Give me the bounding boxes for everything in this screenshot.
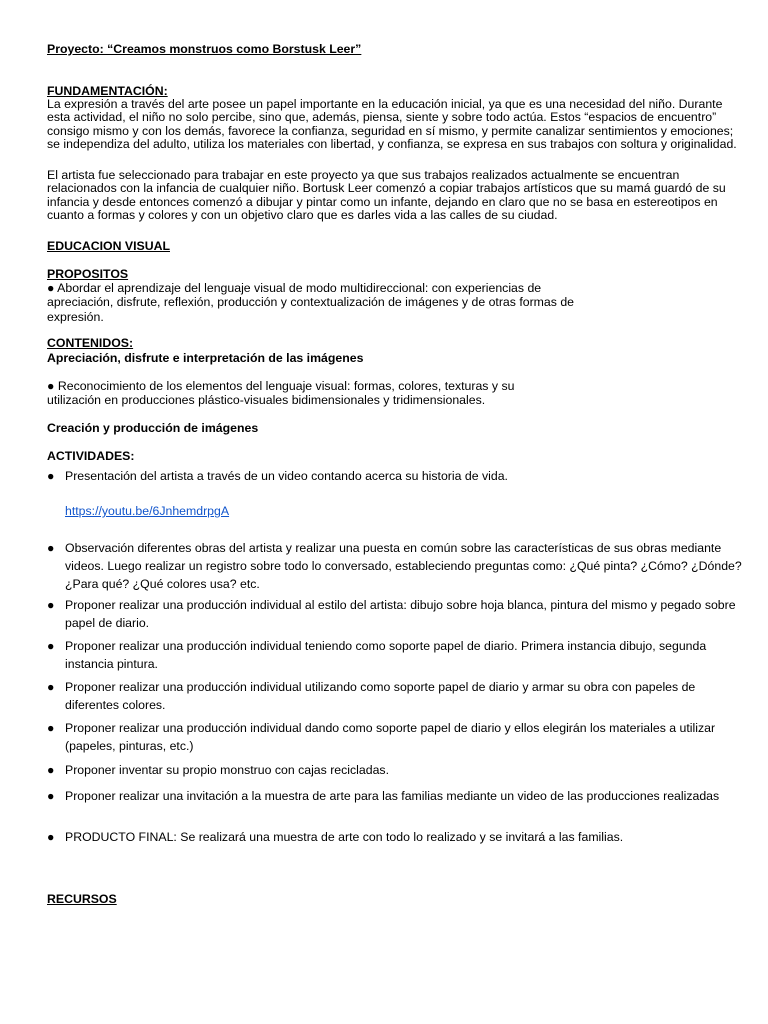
contenidos-item: ● Reconocimiento de los elementos del lenguaje visual: formas, colores, texturas y su utilización en producciones plástico-visuales bidimensionales y tridimensionales. <box>47 379 515 408</box>
activity-item <box>47 637 747 673</box>
contenidos-subheading-creacion: Creación y producción de imágenes <box>47 421 259 435</box>
activity-item <box>47 678 747 714</box>
propositos-item: ● Abordar el aprendizaje del lenguaje visual de modo multidireccional: con experiencias de apreciación, disfrute, reflexión, producción y contextualización de imágenes y de otras formas de expresión. <box>47 281 575 324</box>
activity-item <box>47 787 747 805</box>
bullet-icon: ● <box>47 789 55 803</box>
bullet-icon: ● <box>47 469 55 483</box>
activity-text: Proponer realizar una producción individual dando como soporte papel de diario y ellos elegirán los materiales a utilizar (papeles, pinturas, etc.) <box>65 721 716 753</box>
activity-item <box>47 828 747 846</box>
contenidos-heading: CONTENIDOS: <box>47 336 134 350</box>
bullet-icon: ● <box>47 541 55 555</box>
activity-text: PRODUCTO FINAL: Se realizará una muestra de arte con todo lo realizado y se invitará a las familias. <box>65 830 624 844</box>
activity-item <box>47 467 747 485</box>
activity-item <box>47 596 747 632</box>
fundamentacion-paragraph-2: El artista fue seleccionado para trabajar en este proyecto ya que sus trabajos realizados actualmente se encuentran relacionados con la infancia de cualquier niño. Bortusk Leer comenzó a copiar trabajos artísticos que su mamá guardó de su infancia y desde entonces comenzó a dibujar y pintar como un infante, dejando en claro que no se basa en estereotipos en cuanto a formas y colores y con un objetivo claro que es darles vida a las calles de su ciudad. <box>47 168 726 223</box>
project-title: Proyecto: “Creamos monstruos como Borstusk Leer” <box>47 42 362 56</box>
video-link-row <box>47 502 747 520</box>
recursos-heading: RECURSOS <box>47 892 117 906</box>
propositos-heading: PROPOSITOS <box>47 267 129 281</box>
activity-item <box>47 719 747 755</box>
activity-text: Proponer inventar su propio monstruo con cajas recicladas. <box>65 763 389 777</box>
activity-text: Proponer realizar una producción individual utilizando como soporte papel de diario y armar su obra con papeles de diferentes colores. <box>65 680 696 712</box>
fundamentacion-paragraph-1: La expresión a través del arte posee un papel importante en la educación inicial, ya que es una necesidad del niño. Durante esta actividad, el niño no solo percibe, sino que, además, piensa, siente y sobre todo actúa. Estos “espacios de encuentro” consigo mismo y con los demás, favorece la confianza, seguridad en sí mismo, y permite canalizar sentimientos y emociones; se independiza del adulto, utiliza los materiales con libertad, y confianza, se expresa en sus trabajos con soltura y originalidad. <box>47 97 737 152</box>
activity-item <box>47 761 747 779</box>
activity-text: Proponer realizar una producción individual al estilo del artista: dibujo sobre hoja blanca, pintura del mismo y pegado sobre papel de diario. <box>65 598 736 630</box>
bullet-icon: ● <box>47 639 55 653</box>
bullet-icon: ● <box>47 598 55 612</box>
contenidos-subheading-apreciacion: Apreciación, disfrute e interpretación de las imágenes <box>47 351 364 365</box>
activity-text: Proponer realizar una producción individual teniendo como soporte papel de diario. Primera instancia dibujo, segunda instancia pintura. <box>65 639 707 671</box>
bullet-icon: ● <box>47 680 55 694</box>
bullet-icon: ● <box>47 830 55 844</box>
activity-text: Observación diferentes obras del artista y realizar una puesta en común sobre las características de sus obras mediante videos. Luego realizar un registro sobre todo lo conversado, estableciendo preguntas como: ¿Qué pinta? ¿Cómo? ¿Dónde? ¿Para qué? ¿Qué colores usa? etc. <box>65 541 742 591</box>
video-link[interactable]: https://youtu.be/6JnhemdrpgA <box>65 504 230 518</box>
activity-text: Proponer realizar una invitación a la muestra de arte para las familias mediante un video de las producciones realizadas <box>65 789 720 803</box>
bullet-icon: ● <box>47 763 55 777</box>
activity-item <box>47 539 747 593</box>
fundamentacion-heading: FUNDAMENTACIÓN: <box>47 84 168 98</box>
educacion-visual-heading: EDUCACION VISUAL <box>47 239 170 253</box>
bullet-icon: ● <box>47 721 55 735</box>
activity-text: Presentación del artista a través de un video contando acerca su historia de vida. <box>65 469 508 483</box>
actividades-heading: ACTIVIDADES: <box>47 449 135 463</box>
